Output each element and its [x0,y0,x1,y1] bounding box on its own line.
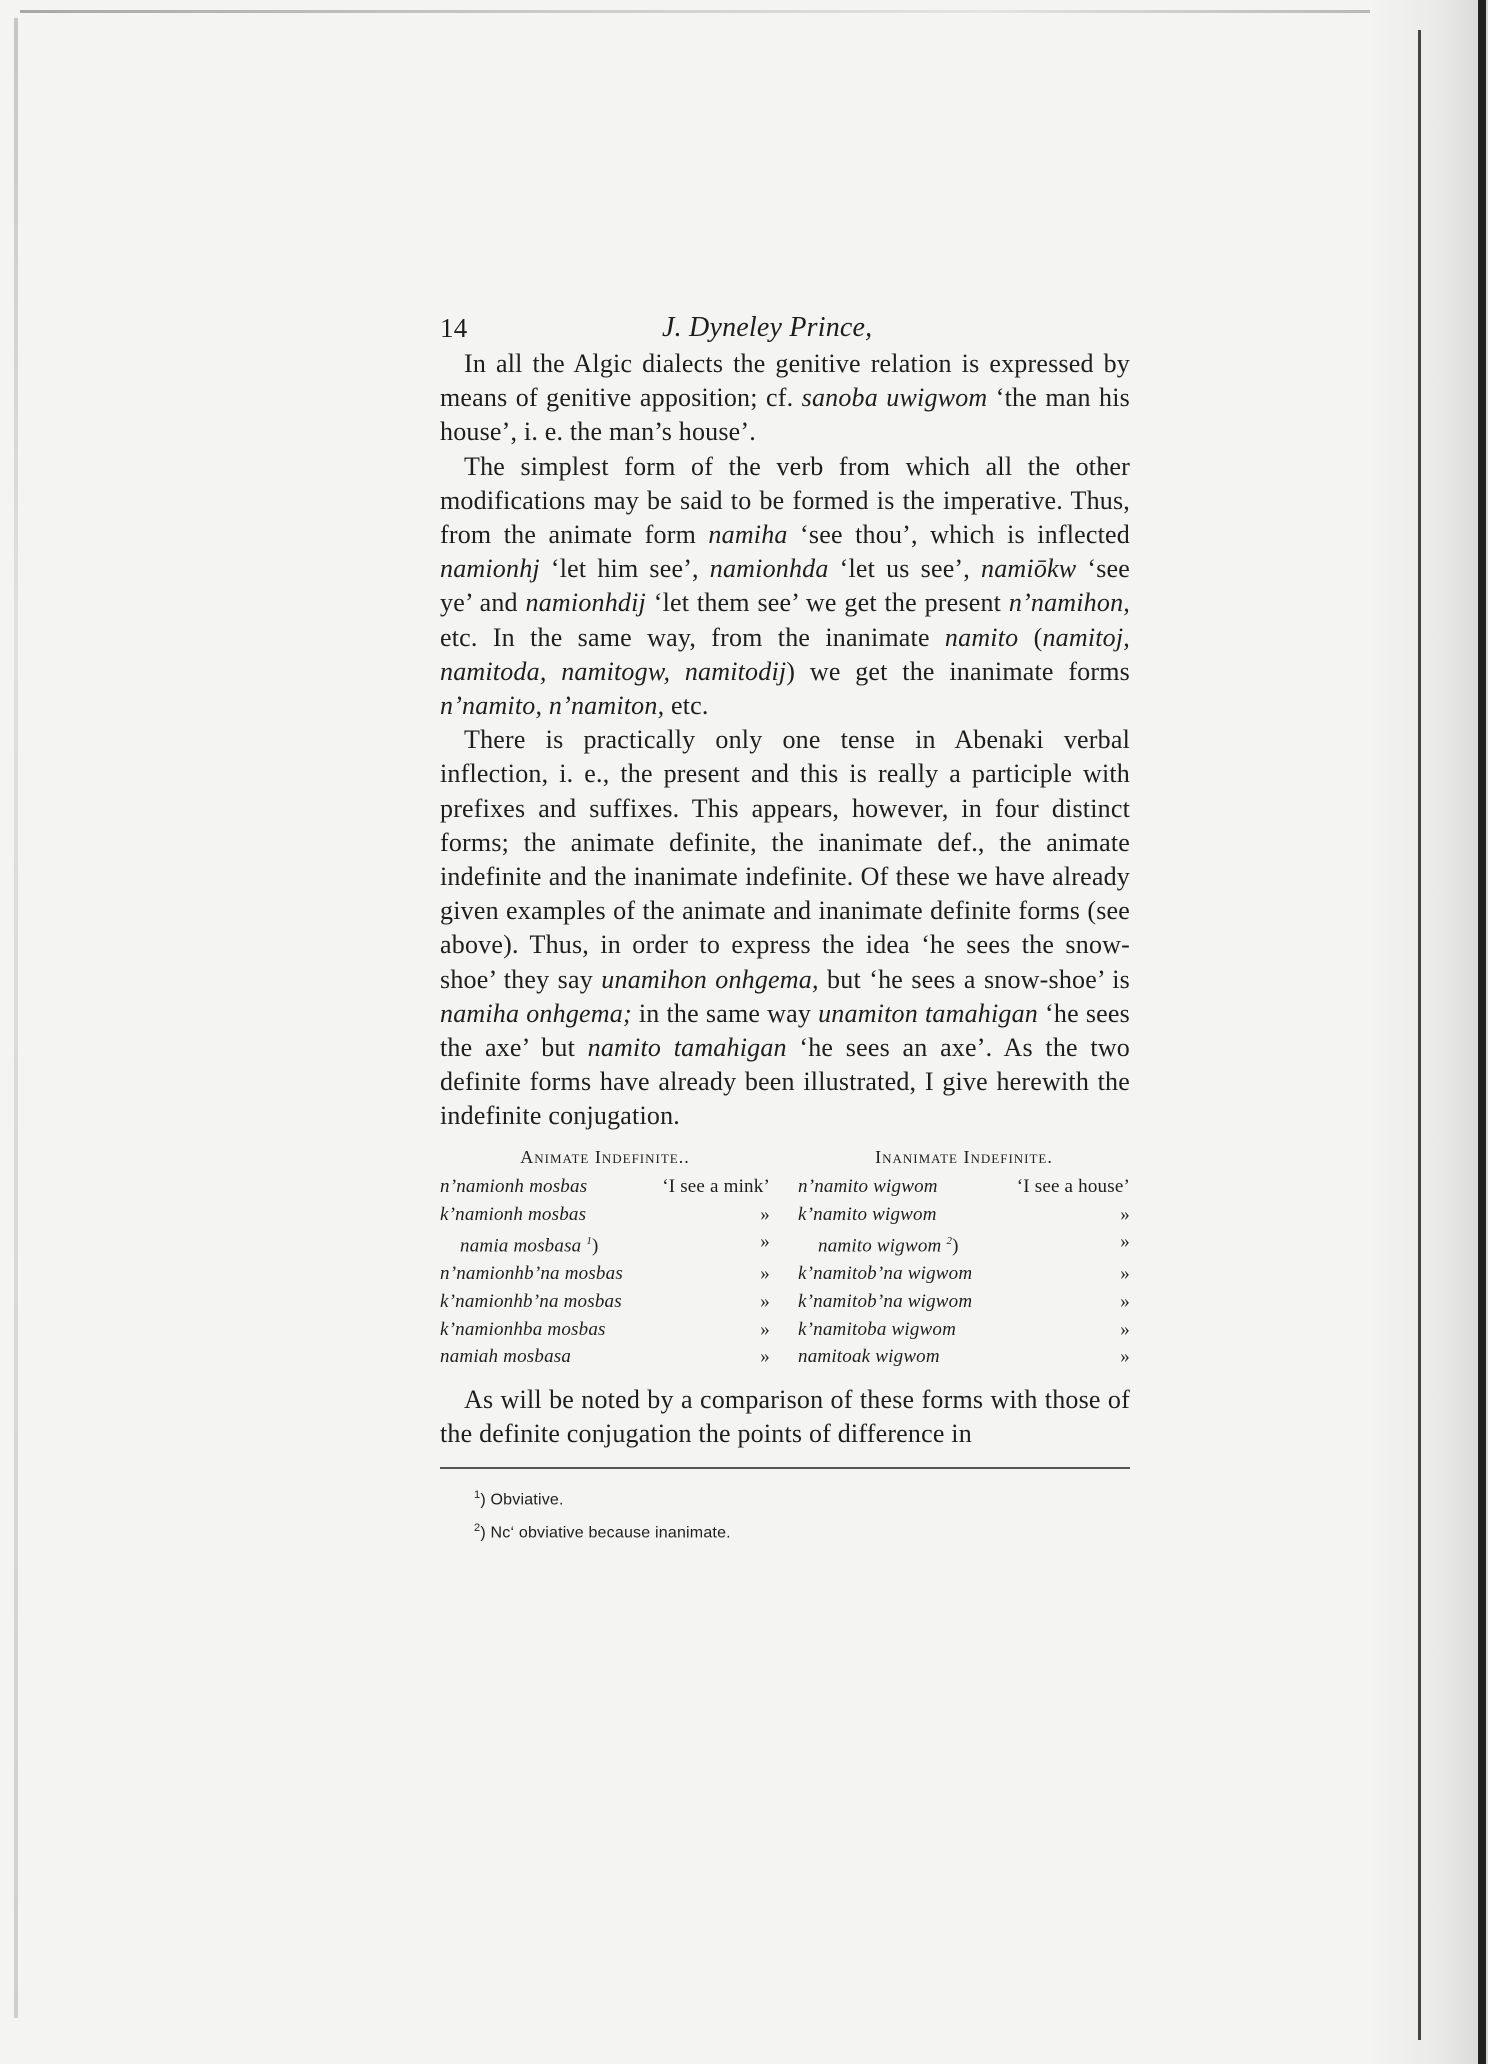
conjugation-tables [440,1144,1130,1371]
verb-form: n’namionh mosbas [440,1176,588,1198]
meaning: » [760,1290,770,1312]
meaning: » [760,1231,770,1253]
animate-table-title: Animate Indefinite.. [520,1146,690,1167]
running-title: J. Dyneley Prince, [662,312,873,343]
text-run: ‘let him see’, [539,554,710,584]
italic-term: namiha onhgema; [440,998,632,1028]
paragraph: As will be noted by a comparison of these forms with those of the definite conjugation the points of difference in [440,1384,1130,1448]
table-row [798,1343,1130,1371]
text-run: ‘let them see’ we get the present [645,588,1009,618]
page-number: 14 [440,313,468,343]
book-gutter-line [1418,30,1421,2040]
animate-indefinite-table [440,1144,770,1371]
footnote-marker: 1 [474,1489,481,1502]
text-run: ‘the man his house’, i. e. the man’s house’. [440,383,1130,447]
text-run: ‘see ye’ and [440,554,1130,618]
meaning: » [1120,1346,1130,1368]
table-row [440,1173,770,1201]
meaning: » [1120,1290,1130,1312]
scan-edge-top [20,10,1400,13]
verb-form: namiah mosbasa [440,1346,572,1368]
table-row [798,1288,1130,1316]
meaning: ‘I see a house’ [1016,1176,1130,1198]
book-gutter-shadow [1370,0,1488,2064]
scan-edge-left [14,18,18,2018]
text-run: ( [1018,622,1043,652]
footnote-marker: 2 [946,1235,953,1248]
italic-term: namito [944,622,1019,652]
verb-form: n’namito wigwom [798,1176,938,1198]
page-header [440,305,1130,347]
paragraph [440,450,1130,724]
italic-term: namionhda [709,554,829,584]
verb-form: k’namito wigwom [798,1203,937,1225]
verb-form: namitoak wigwom [798,1346,940,1368]
italic-term: n’namihon, [1008,588,1130,618]
italic-term: namionhdij [525,588,646,618]
footnote-rule [440,1467,1130,1469]
text-run: ‘he sees the axe’ but [440,998,1130,1063]
verb-form: namito wigwom $^2$) [818,1235,959,1257]
verb-form: k’namitob’na wigwom [798,1263,973,1285]
verb-form: k’namionhba mosbas [440,1318,606,1340]
table-row [798,1201,1130,1229]
meaning: » [760,1263,770,1285]
meaning: » [1120,1263,1130,1285]
footnote [474,1514,1130,1547]
italic-term: namitoj, namitoda, namitogw, namitodij [440,622,1130,686]
paragraph [440,723,1130,1133]
inanimate-indefinite-table [798,1144,1130,1371]
meaning: » [760,1203,770,1225]
footnotes [440,1481,1130,1548]
page-content [440,305,1130,1548]
italic-term: namito tamahigan [587,1033,787,1063]
table-row [440,1201,770,1229]
text-run: ‘see thou’, which is inflected [787,520,1130,550]
italic-term: unamihon onhgema, [601,964,819,994]
paragraph [440,347,1130,450]
verb-form: k’namitob’na wigwom [798,1290,973,1312]
footnote-text: ) Nc‘ obviative because inanimate. [480,1524,731,1542]
meaning: » [760,1346,770,1368]
table-row [440,1316,770,1344]
text-run: In all the Algic dialects the genitive relation is expressed by means of genitive apposition; cf. [440,349,1130,413]
text-run: ) we get the inanimate forms [786,656,1130,686]
meaning: » [1120,1203,1130,1225]
text-run: etc. In the same way, from the inanimate [440,622,945,652]
table-row [440,1288,770,1316]
meaning: ‘I see a mink’ [662,1176,770,1198]
italic-term: namionhj [440,554,540,584]
text-run: The simplest form of the verb from which all the other modifications may be said to be formed is the imperative. Thus, from the animate form [440,451,1130,550]
meaning: » [1120,1318,1130,1340]
text-run: etc. [664,691,709,721]
text-run: There is practically only one tense in Abenaki verbal inflection, i. e., the present and this is really a participle with prefixes and suffixes. This appears, however, in four distinct forms; the animate definite, the inanimate def., the animate indefinite and the inanimate indefinite. Of these we have already given examples of the animate and inanimate definite forms (see above). Thus, in order to express the idea ‘he sees the snow-shoe’ they say [440,725,1130,994]
verb-form: namia mosbasa $^1$) [460,1235,599,1257]
table-row [798,1228,1130,1260]
table-row [798,1316,1130,1344]
verb-form: n’namionhb’na mosbas [440,1263,623,1285]
text-run: in the same way [631,998,819,1028]
table-row [798,1260,1130,1288]
text-run: ‘he sees an axe’. As the two definite forms have already been illustrated, I give herewith the indefinite conjugation. [440,1033,1130,1131]
meaning: » [760,1318,770,1340]
italic-term: namiōkw [981,554,1077,584]
table-row [798,1173,1130,1201]
table-row [440,1260,770,1288]
meaning: » [1120,1231,1130,1253]
verb-form: k’namionhb’na mosbas [440,1290,622,1312]
footnote-marker: 1 [586,1235,593,1248]
italic-term: n’namito, n’namiton, [440,691,665,721]
footnote [474,1481,1130,1514]
table-row [440,1343,770,1371]
verb-form: k’namionh mosbas [440,1203,587,1225]
italic-term: sanoba uwigwom [801,383,988,413]
verb-form: k’namitoba wigwom [798,1318,957,1340]
footnote-text: ) Obviative. [480,1491,564,1509]
text-run: ‘let us see’, [828,554,982,584]
book-edge [1478,0,1486,2064]
inanimate-table-title: Inanimate Indefinite. [875,1146,1053,1167]
italic-term: unamiton tamahigan [818,998,1038,1028]
text-run: but ‘he sees a snow-shoe’ is [818,964,1131,994]
body-text [440,347,1130,1134]
italic-term: namiha [708,520,788,550]
table-row [440,1228,770,1260]
footnote-marker: 2 [474,1522,481,1535]
